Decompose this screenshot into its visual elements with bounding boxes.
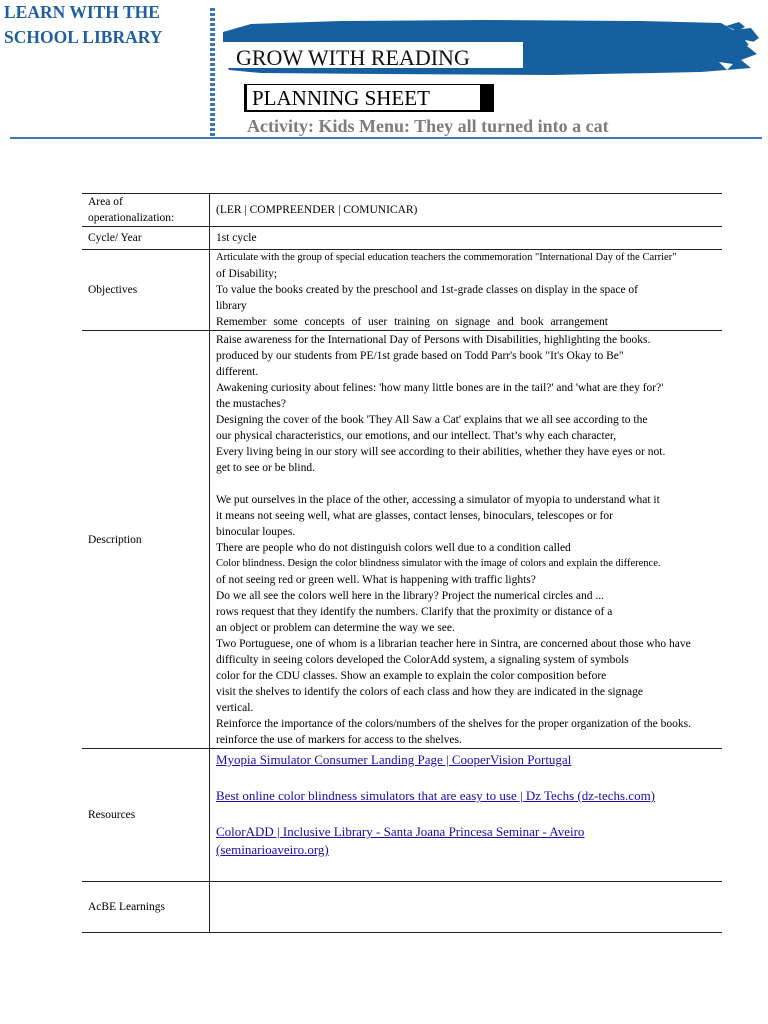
description-line: binocular loupes. <box>216 525 296 538</box>
description-value <box>210 331 723 749</box>
description-line: an object or problem can determine the way we see. <box>216 621 455 634</box>
description-line: produced by our students from PE/1st grade based on Todd Parr's book "It's Okay to Be" <box>216 349 624 362</box>
description-line: Awakening curiosity about felines: 'how many little bones are in the tail?' and 'what are they for?' <box>216 381 664 394</box>
description-line: vertical. <box>216 701 254 714</box>
cycle-label: Cycle/ Year <box>82 227 210 250</box>
objective-line: Remember some concepts of user training on signage and book arrangement <box>216 316 608 328</box>
objectives-value <box>210 250 723 331</box>
description-line: There are people who do not distinguish colors well due to a condition called <box>216 541 571 554</box>
objective-line: of Disability; <box>216 268 278 280</box>
description-line: Two Portuguese, one of whom is a librarian teacher here in Sintra, are concerned about those who have <box>216 637 691 650</box>
resource-spacer <box>216 769 718 787</box>
objectives-label: Objectives <box>82 250 210 331</box>
objective-line: library <box>216 300 247 312</box>
table-row <box>82 331 722 749</box>
description-line: reinforce the use of markers for access to the shelves. <box>216 733 462 746</box>
table-row <box>82 227 722 250</box>
description-line: Raise awareness for the International Day of Persons with Disabilities, highlighting the books. <box>216 333 651 346</box>
description-line: our physical characteristics, our emotions, and our intellect. That’s why each character, <box>216 429 617 442</box>
description-line: rows request that they identify the numbers. Clarify that the proximity or distance of a <box>216 605 613 618</box>
activity-title: Activity: Kids Menu: They all turned into a cat <box>247 116 609 136</box>
brand-line-1: LEARN WITH THE <box>4 2 160 22</box>
area-label: Area of operationalization: <box>82 194 210 227</box>
description-line: color for the CDU classes. Show an example to explain the color composition before <box>216 669 607 682</box>
cycle-value: 1st cycle <box>210 227 723 250</box>
description-line: Do we all see the colors well here in the library? Project the numerical circles and ... <box>216 589 604 602</box>
description-line: visit the shelves to identify the colors of each class and how they are indicated in the signage <box>216 685 643 698</box>
description-line: Every living being in our story will see according to their abilities, whether they have eyes or not. <box>216 445 666 458</box>
color-blindness-simulator-link[interactable]: Best online color blindness simulators that are easy to use | Dz Techs (dz-techs.com) <box>216 788 656 803</box>
description-label: Description <box>82 331 210 749</box>
table-row <box>82 250 722 331</box>
description-line: different. <box>216 365 259 378</box>
description-line: Reinforce the importance of the colors/numbers of the shelves for the proper organization of the books. <box>216 717 691 730</box>
planning-sheet-box <box>244 84 494 112</box>
description-line: the mustaches? <box>216 397 286 410</box>
planning-table <box>82 193 722 933</box>
brand-title <box>4 0 204 50</box>
description-line: difficulty in seeing colors developed the ColorAdd system, a signaling system of symbols <box>216 653 629 666</box>
table-row <box>82 882 722 933</box>
area-value: (LER | COMPREENDER | COMUNICAR) <box>210 194 723 227</box>
resources-value <box>210 749 723 882</box>
description-line: of not seeing red or green well. What is happening with traffic lights? <box>216 573 536 586</box>
table-row <box>82 194 722 227</box>
banner-title: GROW WITH READING <box>236 45 470 70</box>
vertical-divider <box>210 8 215 136</box>
objective-line: Articulate with the group of special education teachers the commemoration "International Day of the Carrier" <box>216 252 677 263</box>
resource-spacer <box>216 805 718 823</box>
brand-line-2: SCHOOL LIBRARY <box>4 27 163 47</box>
table-row <box>82 749 722 882</box>
description-line: it means not seeing well, what are glasses, contact lenses, binoculars, telescopes or for <box>216 509 613 522</box>
description-line: We put ourselves in the place of the other, accessing a simulator of myopia to understand what it <box>216 493 660 506</box>
coloradd-link[interactable]: ColorADD | Inclusive Library - Santa Joana Princesa Seminar - Aveiro <box>216 824 585 839</box>
header-divider <box>10 137 762 139</box>
acbe-learnings-label: AcBE Learnings <box>82 882 210 933</box>
acbe-learnings-value <box>210 882 723 933</box>
planning-sheet-title: PLANNING SHEET <box>247 85 480 110</box>
myopia-simulator-link[interactable]: Myopia Simulator Consumer Landing Page | CooperVision Portugal <box>216 752 572 767</box>
objective-line: To value the books created by the preschool and 1st-grade classes on display in the space of <box>216 284 639 296</box>
description-spacer <box>216 476 718 492</box>
resources-label: Resources <box>82 749 210 882</box>
coloradd-link-domain[interactable]: (seminarioaveiro.org) <box>216 842 329 857</box>
description-line: Designing the cover of the book 'They All Saw a Cat' explains that we all see according to the <box>216 413 648 426</box>
banner <box>221 18 761 76</box>
description-line: get to see or be blind. <box>216 461 316 474</box>
description-line: Color blindness. Design the color blindness simulator with the image of colors and explain the difference. <box>216 557 661 569</box>
